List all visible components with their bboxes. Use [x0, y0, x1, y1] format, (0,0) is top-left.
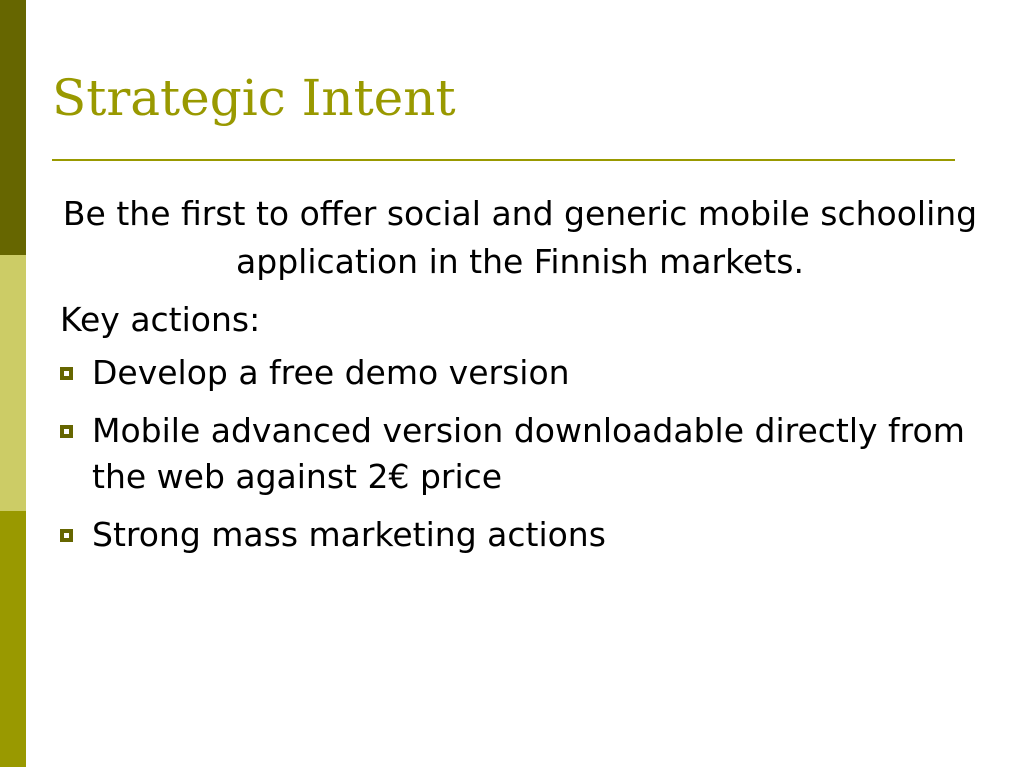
- key-actions-list: [60, 350, 980, 558]
- title-divider: [52, 159, 955, 161]
- slide-body: [60, 190, 980, 570]
- slide-title: Strategic Intent: [52, 69, 456, 127]
- list-item: [60, 512, 980, 558]
- bullet-text: Mobile advanced version downloadable directly from the web against 2€ price: [92, 411, 965, 496]
- bullet-text: Develop a free demo version: [92, 353, 570, 392]
- accent-bar-middle: [0, 255, 26, 511]
- list-item: [60, 408, 980, 500]
- intent-statement: Be the first to offer social and generic mobile schooling application in the Finnish markets.: [62, 194, 978, 281]
- square-bullet-icon: [60, 367, 73, 380]
- key-actions-label: Key actions:: [60, 300, 261, 339]
- left-accent-bar: [0, 0, 26, 767]
- bullet-text: Strong mass marketing actions: [92, 515, 606, 554]
- accent-bar-top: [0, 0, 26, 255]
- square-bullet-icon: [60, 425, 73, 438]
- accent-bar-bottom: [0, 511, 26, 767]
- list-item: [60, 350, 980, 396]
- square-bullet-icon: [60, 529, 73, 542]
